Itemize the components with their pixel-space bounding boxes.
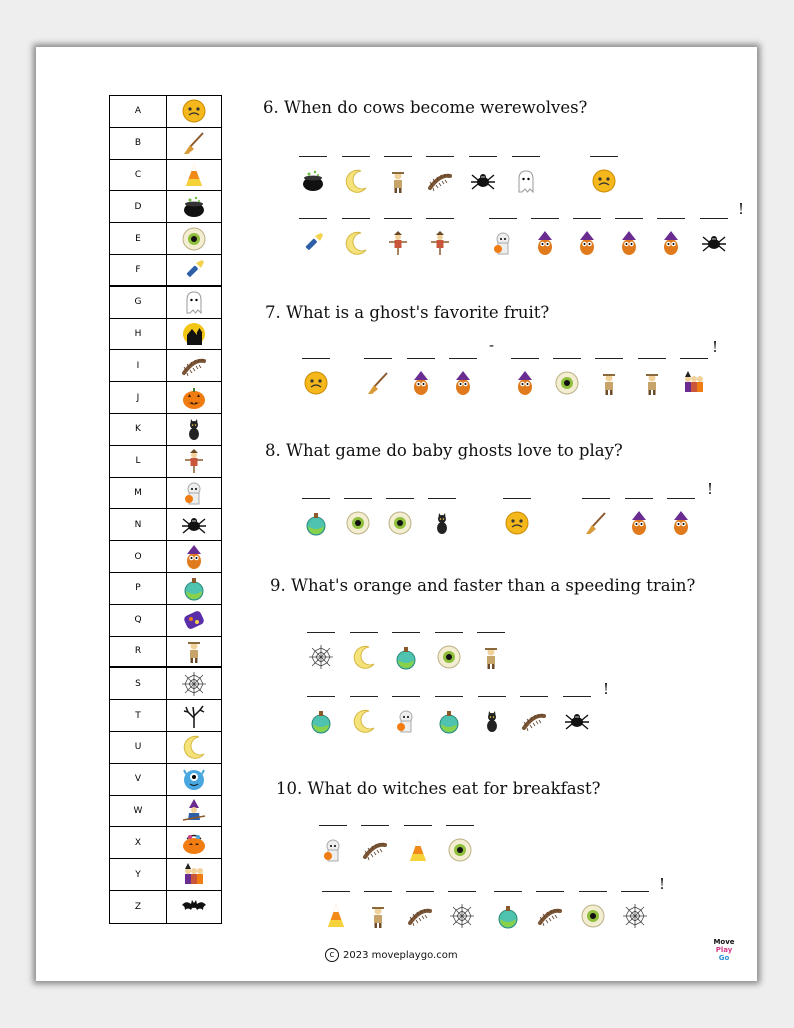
answer-blank — [615, 218, 643, 258]
riddle-9-exclamation: ! — [603, 680, 610, 698]
key-letter: V — [110, 764, 167, 795]
answer-line — [307, 632, 335, 633]
answer-line — [342, 156, 370, 157]
key-picture — [167, 128, 221, 159]
answer-blank — [477, 632, 505, 672]
key-letter: J — [110, 382, 167, 413]
ghost-icon — [513, 168, 539, 194]
key-row-l — [110, 446, 221, 478]
answer-line — [448, 891, 476, 892]
answer-line — [319, 825, 347, 826]
answer-line — [435, 696, 463, 697]
eyeball-icon — [580, 903, 606, 929]
answer-line — [361, 825, 389, 826]
tree-icon — [181, 703, 207, 729]
answer-line — [350, 696, 378, 697]
answer-line — [520, 696, 548, 697]
answer-blank — [407, 358, 435, 398]
cauldron-icon — [181, 194, 207, 220]
key-picture — [167, 223, 221, 254]
copyright-text: 2023 moveplaygo.com — [343, 949, 458, 961]
answer-line — [511, 358, 539, 359]
answer-blank — [563, 696, 591, 736]
answer-blank — [449, 358, 477, 398]
answer-line — [625, 498, 653, 499]
riddle-7-dash: - — [489, 336, 495, 354]
key-picture — [167, 605, 221, 636]
spider-icon — [470, 168, 496, 194]
answer-line — [478, 696, 506, 697]
answer-line — [638, 358, 666, 359]
eyeball-icon — [554, 370, 580, 396]
answer-blank — [700, 218, 728, 258]
crescent-moon-icon — [343, 230, 369, 256]
answer-line — [489, 218, 517, 219]
kids-costume-icon — [681, 370, 707, 396]
answer-line — [582, 498, 610, 499]
answer-line — [512, 156, 540, 157]
answer-blank — [302, 498, 330, 538]
answer-line — [392, 696, 420, 697]
candy-corn-icon — [405, 837, 431, 863]
answer-line — [579, 891, 607, 892]
owl-icon — [408, 370, 434, 396]
key-row-m — [110, 478, 221, 510]
answer-line — [426, 218, 454, 219]
insect-centipede-icon — [181, 353, 207, 379]
answer-line — [406, 891, 434, 892]
potion-icon — [393, 644, 419, 670]
pumpkin-bag-icon — [181, 830, 207, 856]
insect-centipede-icon — [362, 837, 388, 863]
spiderweb-icon — [308, 644, 334, 670]
key-picture — [167, 827, 221, 858]
answer-line — [350, 632, 378, 633]
answer-blank — [667, 498, 695, 538]
answer-blank — [489, 218, 517, 258]
owl-icon — [658, 230, 684, 256]
key-letter: G — [110, 287, 167, 318]
answer-blank — [384, 218, 412, 258]
key-picture — [167, 764, 221, 795]
spider-icon — [701, 230, 727, 256]
owl-icon — [532, 230, 558, 256]
owl-icon — [574, 230, 600, 256]
flashlight-icon — [300, 230, 326, 256]
answer-blank — [478, 696, 506, 736]
mummy-icon — [393, 708, 419, 734]
answer-line — [536, 891, 564, 892]
key-letter: C — [110, 160, 167, 191]
key-picture — [167, 191, 221, 222]
kitty-cat-icon — [479, 708, 505, 734]
answer-blank — [307, 696, 335, 736]
key-letter: I — [110, 350, 167, 381]
key-picture — [167, 446, 221, 477]
answer-blank — [319, 825, 347, 865]
answer-blank — [350, 632, 378, 672]
answer-blank — [299, 218, 327, 258]
answer-blank — [364, 891, 392, 931]
answer-blank — [435, 632, 463, 672]
answer-blank — [469, 156, 497, 196]
key-letter: K — [110, 414, 167, 445]
key-letter: X — [110, 827, 167, 858]
answer-line — [563, 696, 591, 697]
crescent-moon-icon — [351, 644, 377, 670]
copyright-footer — [325, 948, 458, 962]
answer-blank — [512, 156, 540, 196]
answer-line — [322, 891, 350, 892]
answer-blank — [364, 358, 392, 398]
key-row-f — [110, 255, 221, 287]
key-picture — [167, 350, 221, 381]
answer-line — [299, 156, 327, 157]
spiderweb-icon — [181, 671, 207, 697]
owl-icon — [512, 370, 538, 396]
key-letter: L — [110, 446, 167, 477]
answer-blank — [404, 825, 432, 865]
insect-centipede-icon — [537, 903, 563, 929]
potion-icon — [308, 708, 334, 734]
kids-costume-icon — [181, 862, 207, 888]
answer-line — [680, 358, 708, 359]
potion-icon — [181, 575, 207, 601]
key-row-u — [110, 732, 221, 764]
answer-line — [299, 218, 327, 219]
key-row-c — [110, 160, 221, 192]
answer-blank — [511, 358, 539, 398]
kitty-cat-icon — [429, 510, 455, 536]
mummy-icon — [181, 480, 207, 506]
broom-icon — [583, 510, 609, 536]
answer-blank — [520, 696, 548, 736]
bat-icon — [181, 894, 207, 920]
key-picture — [167, 414, 221, 445]
answer-blank — [625, 498, 653, 538]
riddle-6-question: 6. When do cows become werewolves? — [263, 98, 588, 117]
answer-blank — [595, 358, 623, 398]
answer-blank — [579, 891, 607, 931]
copyright-icon: c — [325, 948, 339, 962]
key-letter: Q — [110, 605, 167, 636]
lanky-scarecrow-icon — [427, 230, 453, 256]
riddle-8-exclamation: ! — [707, 480, 714, 498]
answer-line — [428, 498, 456, 499]
crescent-moon-icon — [343, 168, 369, 194]
riddle-10-question: 10. What do witches eat for breakfast? — [276, 779, 601, 798]
key-picture — [167, 541, 221, 572]
answer-line — [302, 358, 330, 359]
riddle-6-exclamation: ! — [738, 200, 745, 218]
answer-line — [503, 498, 531, 499]
moon-face-icon — [504, 510, 530, 536]
key-letter: P — [110, 573, 167, 604]
key-row-b — [110, 128, 221, 160]
crescent-moon-icon — [181, 734, 207, 760]
answer-line — [469, 156, 497, 157]
key-picture — [167, 637, 221, 667]
key-row-w — [110, 796, 221, 828]
answer-line — [667, 498, 695, 499]
answer-line — [700, 218, 728, 219]
spiderweb-icon — [622, 903, 648, 929]
answer-blank — [680, 358, 708, 398]
answer-blank — [426, 156, 454, 196]
answer-line — [494, 891, 522, 892]
answer-line — [364, 358, 392, 359]
key-row-h — [110, 319, 221, 351]
answer-line — [404, 825, 432, 826]
owl-icon — [616, 230, 642, 256]
key-letter: O — [110, 541, 167, 572]
key-row-q — [110, 605, 221, 637]
key-picture — [167, 382, 221, 413]
answer-blank — [342, 156, 370, 196]
answer-blank — [573, 218, 601, 258]
key-picture — [167, 319, 221, 350]
owl-icon — [181, 544, 207, 570]
answer-blank — [448, 891, 476, 931]
answer-blank — [392, 696, 420, 736]
cauldron-icon — [300, 168, 326, 194]
candy-corn-icon — [323, 903, 349, 929]
answer-blank — [435, 696, 463, 736]
key-letter: S — [110, 668, 167, 699]
key-letter: M — [110, 478, 167, 509]
witch-icon — [181, 798, 207, 824]
answer-line — [657, 218, 685, 219]
mummy-icon — [490, 230, 516, 256]
kitty-cat-icon — [181, 416, 207, 442]
moon-face-icon — [181, 98, 207, 124]
answer-blank — [426, 218, 454, 258]
key-row-g — [110, 287, 221, 319]
key-picture — [167, 700, 221, 731]
key-row-r — [110, 637, 221, 669]
spider-icon — [564, 708, 590, 734]
mummy-icon — [320, 837, 346, 863]
answer-line — [342, 218, 370, 219]
answer-line — [621, 891, 649, 892]
insect-centipede-icon — [427, 168, 453, 194]
key-row-x — [110, 827, 221, 859]
key-picture — [167, 478, 221, 509]
answer-blank — [350, 696, 378, 736]
ranger-icon — [596, 370, 622, 396]
key-letter: Z — [110, 891, 167, 923]
spiderweb-icon — [449, 903, 475, 929]
key-letter: F — [110, 255, 167, 285]
answer-blank — [307, 632, 335, 672]
key-letter: A — [110, 96, 167, 127]
moon-face-icon — [591, 168, 617, 194]
owl-icon — [450, 370, 476, 396]
ranger-icon — [385, 168, 411, 194]
key-letter: D — [110, 191, 167, 222]
key-letter: U — [110, 732, 167, 763]
key-picture — [167, 891, 221, 923]
key-picture — [167, 732, 221, 763]
potion-icon — [436, 708, 462, 734]
answer-blank — [302, 358, 330, 398]
answer-line — [595, 358, 623, 359]
ranger-icon — [478, 644, 504, 670]
answer-blank — [590, 156, 618, 196]
key-picture — [167, 668, 221, 699]
key-picture — [167, 796, 221, 827]
key-letter: W — [110, 796, 167, 827]
riddle-10-exclamation: ! — [659, 875, 666, 893]
brand-logo: Move Play Go — [713, 938, 735, 962]
answer-blank — [446, 825, 474, 865]
answer-line — [307, 696, 335, 697]
eyeball-icon — [181, 226, 207, 252]
key-picture — [167, 160, 221, 191]
lanky-scarecrow-icon — [181, 448, 207, 474]
key-letter: B — [110, 128, 167, 159]
key-letter: E — [110, 223, 167, 254]
spider-icon — [181, 512, 207, 538]
ranger-icon — [639, 370, 665, 396]
key-row-e — [110, 223, 221, 255]
key-picture — [167, 287, 221, 318]
answer-blank — [582, 498, 610, 538]
key-row-o — [110, 541, 221, 573]
answer-line — [384, 218, 412, 219]
answer-line — [392, 632, 420, 633]
riddle-7-question: 7. What is a ghost's favorite fruit? — [265, 303, 550, 322]
key-row-s — [110, 668, 221, 700]
answer-blank — [386, 498, 414, 538]
key-row-z — [110, 891, 221, 923]
answer-blank — [344, 498, 372, 538]
answer-line — [407, 358, 435, 359]
answer-line — [615, 218, 643, 219]
insect-centipede-icon — [521, 708, 547, 734]
riddle-7-exclamation: ! — [712, 338, 719, 356]
broom-icon — [365, 370, 391, 396]
potion-icon — [495, 903, 521, 929]
owl-icon — [626, 510, 652, 536]
key-picture — [167, 96, 221, 127]
ghost-icon — [181, 289, 207, 315]
key-picture — [167, 255, 221, 285]
key-row-k — [110, 414, 221, 446]
quilt-candy-icon — [181, 607, 207, 633]
flashlight-icon — [181, 257, 207, 283]
answer-blank — [406, 891, 434, 931]
key-row-i — [110, 350, 221, 382]
answer-line — [449, 358, 477, 359]
answer-blank — [494, 891, 522, 931]
answer-line — [435, 632, 463, 633]
haunted-house-icon — [181, 321, 207, 347]
jack-o-lantern-icon — [181, 385, 207, 411]
key-row-y — [110, 859, 221, 891]
riddle-9-question: 9. What's orange and faster than a speeding train? — [270, 576, 696, 595]
key-letter: T — [110, 700, 167, 731]
answer-line — [384, 156, 412, 157]
monster-icon — [181, 766, 207, 792]
key-row-p — [110, 573, 221, 605]
key-row-a — [110, 96, 221, 128]
answer-blank — [553, 358, 581, 398]
answer-blank — [392, 632, 420, 672]
answer-blank — [322, 891, 350, 931]
owl-icon — [668, 510, 694, 536]
answer-line — [553, 358, 581, 359]
key-letter: H — [110, 319, 167, 350]
broom-icon — [181, 130, 207, 156]
potion-icon — [303, 510, 329, 536]
answer-line — [477, 632, 505, 633]
answer-blank — [342, 218, 370, 258]
key-row-j — [110, 382, 221, 414]
lanky-scarecrow-icon — [385, 230, 411, 256]
answer-blank — [536, 891, 564, 931]
key-picture — [167, 573, 221, 604]
key-letter: N — [110, 509, 167, 540]
key-row-t — [110, 700, 221, 732]
answer-line — [302, 498, 330, 499]
key-row-n — [110, 509, 221, 541]
key-row-d — [110, 191, 221, 223]
answer-blank — [531, 218, 559, 258]
key-letter: R — [110, 637, 167, 667]
key-picture — [167, 509, 221, 540]
answer-blank — [299, 156, 327, 196]
answer-line — [446, 825, 474, 826]
ranger-icon — [181, 638, 207, 664]
ranger-icon — [365, 903, 391, 929]
key-picture — [167, 859, 221, 890]
cipher-key-table — [109, 95, 222, 924]
answer-blank — [503, 498, 531, 538]
answer-blank — [384, 156, 412, 196]
insect-centipede-icon — [407, 903, 433, 929]
key-row-v — [110, 764, 221, 796]
eyeball-icon — [345, 510, 371, 536]
riddle-8-question: 8. What game do baby ghosts love to play? — [265, 441, 623, 460]
answer-blank — [638, 358, 666, 398]
answer-line — [426, 156, 454, 157]
answer-line — [531, 218, 559, 219]
answer-line — [344, 498, 372, 499]
key-letter: Y — [110, 859, 167, 890]
answer-blank — [657, 218, 685, 258]
crescent-moon-icon — [351, 708, 377, 734]
eyeball-icon — [387, 510, 413, 536]
answer-line — [364, 891, 392, 892]
moon-face-icon — [303, 370, 329, 396]
eyeball-icon — [436, 644, 462, 670]
answer-line — [386, 498, 414, 499]
answer-blank — [361, 825, 389, 865]
answer-blank — [621, 891, 649, 931]
eyeball-icon — [447, 837, 473, 863]
answer-line — [573, 218, 601, 219]
candy-corn-icon — [181, 162, 207, 188]
answer-blank — [428, 498, 456, 538]
answer-line — [590, 156, 618, 157]
